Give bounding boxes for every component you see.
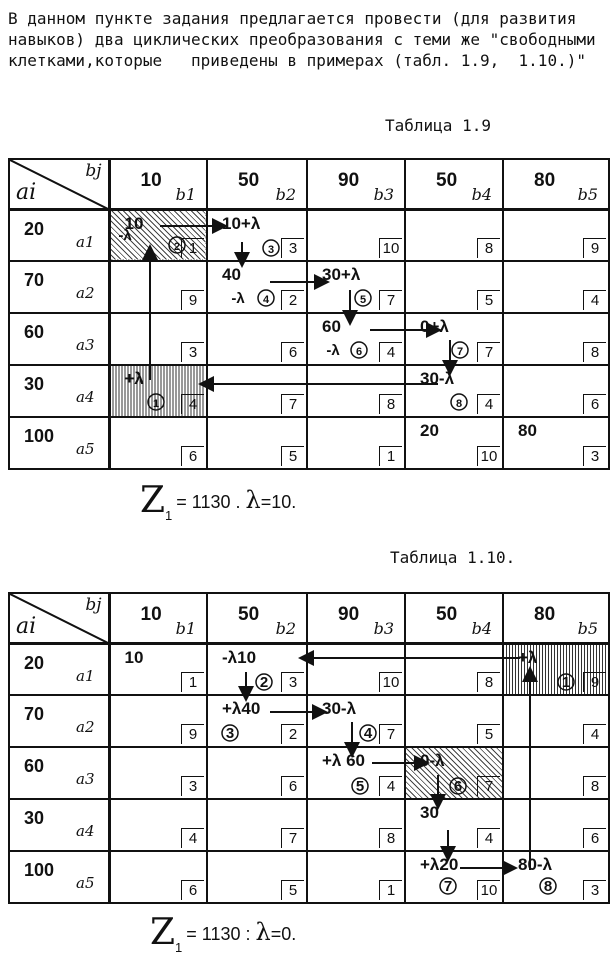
supply-header-a5 xyxy=(9,417,109,469)
unit-cost: 3 xyxy=(281,672,304,692)
unit-cost: 8 xyxy=(583,342,606,362)
supply-value: 100 xyxy=(24,860,55,880)
unit-cost: 7 xyxy=(281,394,304,414)
z-subscript: 1 xyxy=(175,940,183,955)
cost-cell xyxy=(405,261,503,313)
demand-value: 90 xyxy=(338,604,360,625)
unit-cost: 5 xyxy=(477,724,500,744)
cost-cell xyxy=(207,365,307,417)
unit-cost: 10 xyxy=(477,880,500,900)
cost-cell xyxy=(503,851,609,903)
table-row xyxy=(9,209,609,261)
shipment-value: 30-λ xyxy=(420,369,455,388)
demand-name: b4 xyxy=(471,184,492,204)
demand-header-b5 xyxy=(503,159,609,209)
unit-cost: 6 xyxy=(281,776,304,796)
shipment-value: 30+λ xyxy=(322,265,361,284)
supply-name: a4 xyxy=(76,822,95,840)
unit-cost: 4 xyxy=(583,724,606,744)
cost-cell xyxy=(307,851,405,903)
unit-cost: 1 xyxy=(181,672,204,692)
demand-name: b5 xyxy=(577,184,598,204)
table2-formula xyxy=(150,912,296,955)
unit-cost: 4 xyxy=(379,342,402,362)
table2-transport-table xyxy=(8,592,610,904)
cost-cell xyxy=(207,261,307,313)
table-row xyxy=(9,695,609,747)
unit-cost: 3 xyxy=(181,342,204,362)
demand-label: bj xyxy=(85,595,102,615)
lambda-value: =10. xyxy=(260,492,297,512)
demand-header-b4 xyxy=(405,593,503,643)
demand-name: b3 xyxy=(373,184,394,204)
step-number: 4 xyxy=(262,294,270,306)
cost-cell xyxy=(503,643,609,695)
step-number: 1 xyxy=(152,398,160,410)
unit-cost: 8 xyxy=(379,394,402,414)
supply-label: ai xyxy=(16,613,37,639)
unit-cost: 8 xyxy=(477,672,500,692)
cost-cell xyxy=(405,747,503,799)
supply-header-a3 xyxy=(9,313,109,365)
demand-header-b4 xyxy=(405,159,503,209)
cost-cell xyxy=(503,209,609,261)
supply-value: 70 xyxy=(24,270,45,290)
cost-cell xyxy=(405,209,503,261)
cost-cell xyxy=(109,313,207,365)
shipment-value: 60 xyxy=(322,317,341,336)
table1-caption: Таблица 1.9 xyxy=(385,116,491,135)
table1-formula xyxy=(140,480,296,523)
shipment-value: 20 xyxy=(420,421,439,440)
demand-header-b5 xyxy=(503,593,609,643)
supply-header-a1 xyxy=(9,209,109,261)
shipment-value: 80 xyxy=(518,421,537,440)
corner-cell xyxy=(9,593,109,643)
unit-cost: 7 xyxy=(379,724,402,744)
supply-name: a5 xyxy=(76,874,95,892)
cost-cell xyxy=(503,365,609,417)
supply-name: a3 xyxy=(76,336,95,354)
demand-value: 50 xyxy=(238,604,260,625)
table1-transport-table xyxy=(8,158,610,470)
supply-value: 100 xyxy=(24,426,55,446)
supply-header-a2 xyxy=(9,261,109,313)
cost-cell xyxy=(109,851,207,903)
shipment-value: 0-λ xyxy=(420,751,445,770)
cost-cell xyxy=(405,799,503,851)
unit-cost: 6 xyxy=(181,446,204,466)
step-number: 6 xyxy=(355,346,363,358)
unit-cost: 6 xyxy=(281,342,304,362)
supply-name: a3 xyxy=(76,770,95,788)
unit-cost: 4 xyxy=(379,776,402,796)
supply-header-a2 xyxy=(9,695,109,747)
supply-name: a1 xyxy=(76,666,95,685)
intro-paragraph: В данном пункте задания предлагается провести (для развития навыков) два циклических преобразования с теми же "свободными клетками,которые приведены в примерах (табл. 1.9, 1.10.)" xyxy=(8,9,606,70)
demand-name: b4 xyxy=(471,618,492,638)
unit-cost: 8 xyxy=(583,776,606,796)
cost-cell xyxy=(405,695,503,747)
cost-cell xyxy=(109,799,207,851)
cost-cell xyxy=(503,747,609,799)
cost-cell xyxy=(307,643,405,695)
header-row xyxy=(9,593,609,643)
table-row xyxy=(9,365,609,417)
cost-cell xyxy=(207,747,307,799)
cost-cell xyxy=(503,417,609,469)
step-number: 1 xyxy=(561,674,571,691)
cost-cell xyxy=(109,209,207,261)
demand-header-b1 xyxy=(109,593,207,643)
supply-value: 70 xyxy=(24,704,45,724)
z-symbol: Z xyxy=(140,480,166,521)
unit-cost: 4 xyxy=(477,394,500,414)
cost-cell xyxy=(503,799,609,851)
step-number: 3 xyxy=(225,725,235,742)
unit-cost: 7 xyxy=(477,776,500,796)
cost-cell xyxy=(109,417,207,469)
corner-cell xyxy=(9,159,109,209)
shipment-value: 30 xyxy=(420,803,439,822)
unit-cost: 3 xyxy=(181,776,204,796)
cost-cell xyxy=(307,747,405,799)
demand-header-b2 xyxy=(207,593,307,643)
unit-cost: 2 xyxy=(281,724,304,744)
cost-cell xyxy=(307,365,405,417)
shipment-value: +λ20 xyxy=(420,855,459,874)
shipment-value: 40 xyxy=(222,265,241,284)
lambda-value: =0. xyxy=(270,924,297,944)
unit-cost: 3 xyxy=(583,446,606,466)
step-number: 8 xyxy=(455,398,463,410)
demand-value: 10 xyxy=(140,604,162,625)
unit-cost: 6 xyxy=(583,828,606,848)
table2-caption: Таблица 1.10. xyxy=(390,548,516,567)
demand-value: 90 xyxy=(338,170,360,191)
cost-cell xyxy=(307,261,405,313)
step-number: 5 xyxy=(355,778,365,795)
unit-cost: 10 xyxy=(477,446,500,466)
demand-name: b5 xyxy=(577,618,598,638)
supply-header-a4 xyxy=(9,799,109,851)
table-row xyxy=(9,643,609,695)
table-row xyxy=(9,261,609,313)
delta-label: -λ xyxy=(326,342,340,359)
supply-value: 30 xyxy=(24,808,45,828)
demand-header-b3 xyxy=(307,593,405,643)
demand-value: 80 xyxy=(534,170,556,191)
supply-header-a5 xyxy=(9,851,109,903)
z-value: = 1130 : xyxy=(186,924,251,944)
step-number: 8 xyxy=(543,878,553,895)
supply-value: 60 xyxy=(24,756,45,776)
delta-label: -λ xyxy=(118,227,132,244)
step-number: 3 xyxy=(267,244,275,256)
demand-value: 10 xyxy=(140,170,162,191)
supply-value: 20 xyxy=(24,218,45,239)
cost-cell xyxy=(307,695,405,747)
supply-name: a4 xyxy=(76,388,95,406)
cost-cell xyxy=(307,313,405,365)
unit-cost: 5 xyxy=(281,880,304,900)
unit-cost: 4 xyxy=(477,828,500,848)
supply-name: a2 xyxy=(76,718,95,736)
unit-cost: 3 xyxy=(281,238,304,258)
supply-header-a4 xyxy=(9,365,109,417)
unit-cost: 1 xyxy=(379,880,402,900)
step-number: 7 xyxy=(443,878,453,895)
demand-value: 50 xyxy=(238,170,260,191)
cost-cell xyxy=(109,365,207,417)
table-row xyxy=(9,747,609,799)
step-number: 7 xyxy=(456,346,464,358)
unit-cost: 1 xyxy=(379,446,402,466)
cost-cell xyxy=(503,313,609,365)
unit-cost: 4 xyxy=(583,290,606,310)
unit-cost: 1 xyxy=(181,238,204,258)
table-row xyxy=(9,799,609,851)
supply-name: a1 xyxy=(76,232,95,251)
supply-value: 60 xyxy=(24,322,45,342)
supply-value: 30 xyxy=(24,374,45,394)
cost-cell xyxy=(307,209,405,261)
unit-cost: 6 xyxy=(583,394,606,414)
shipment-value: +λ xyxy=(124,369,144,388)
cost-cell xyxy=(405,417,503,469)
cost-cell xyxy=(109,747,207,799)
shipment-value: +λ xyxy=(518,647,538,667)
unit-cost: 8 xyxy=(477,238,500,258)
unit-cost: 7 xyxy=(477,342,500,362)
unit-cost: 9 xyxy=(181,724,204,744)
shipment-value: 30-λ xyxy=(322,699,357,718)
demand-name: b2 xyxy=(275,618,296,638)
unit-cost: 9 xyxy=(583,672,606,692)
shipment-value: -λ10 xyxy=(222,647,257,667)
unit-cost: 5 xyxy=(281,446,304,466)
step-number: 4 xyxy=(363,725,373,742)
table-row xyxy=(9,313,609,365)
unit-cost: 4 xyxy=(181,394,204,414)
lambda-symbol: λ xyxy=(255,918,271,946)
shipment-value: +λ40 xyxy=(222,699,261,718)
cost-cell xyxy=(405,365,503,417)
cost-cell xyxy=(207,695,307,747)
unit-cost: 2 xyxy=(281,290,304,310)
shipment-value: 80-λ xyxy=(518,855,553,874)
step-number: 2 xyxy=(259,674,269,691)
unit-cost: 8 xyxy=(379,828,402,848)
cost-cell xyxy=(405,643,503,695)
supply-header-a1 xyxy=(9,643,109,695)
demand-label: bj xyxy=(85,161,102,181)
supply-label: ai xyxy=(16,179,37,205)
unit-cost: 7 xyxy=(281,828,304,848)
cost-cell xyxy=(503,695,609,747)
supply-name: a5 xyxy=(76,440,95,458)
cost-cell xyxy=(405,851,503,903)
table-row xyxy=(9,851,609,903)
shipment-value: 10 xyxy=(124,647,144,667)
table-row xyxy=(9,417,609,469)
unit-cost: 5 xyxy=(477,290,500,310)
cost-cell xyxy=(503,261,609,313)
unit-cost: 7 xyxy=(379,290,402,310)
step-number: 6 xyxy=(453,778,463,795)
shipment-value: 10+λ xyxy=(222,213,261,233)
demand-value: 80 xyxy=(534,604,556,625)
step-number: 2 xyxy=(173,241,181,253)
demand-header-b2 xyxy=(207,159,307,209)
z-value: = 1130 . xyxy=(176,492,241,512)
cost-cell xyxy=(207,209,307,261)
unit-cost: 10 xyxy=(379,672,402,692)
cost-cell xyxy=(207,851,307,903)
demand-name: b2 xyxy=(275,184,296,204)
unit-cost: 9 xyxy=(583,238,606,258)
demand-value: 50 xyxy=(436,604,458,625)
cost-cell xyxy=(109,643,207,695)
demand-value: 50 xyxy=(436,170,458,191)
delta-label: -λ xyxy=(231,290,245,307)
header-row xyxy=(9,159,609,209)
unit-cost: 10 xyxy=(379,238,402,258)
lambda-symbol: λ xyxy=(245,486,261,514)
unit-cost: 6 xyxy=(181,880,204,900)
unit-cost: 9 xyxy=(181,290,204,310)
z-subscript: 1 xyxy=(165,508,173,523)
demand-header-b3 xyxy=(307,159,405,209)
demand-name: b1 xyxy=(175,618,196,638)
demand-header-b1 xyxy=(109,159,207,209)
z-symbol: Z xyxy=(150,912,176,953)
demand-name: b1 xyxy=(175,184,196,204)
demand-name: b3 xyxy=(373,618,394,638)
cost-cell xyxy=(207,417,307,469)
shipment-value: +λ 60 xyxy=(322,751,366,770)
cost-cell xyxy=(207,643,307,695)
cost-cell xyxy=(307,799,405,851)
step-number: 5 xyxy=(359,294,367,306)
supply-header-a3 xyxy=(9,747,109,799)
cost-cell xyxy=(109,261,207,313)
cost-cell xyxy=(307,417,405,469)
cost-cell xyxy=(207,313,307,365)
unit-cost: 3 xyxy=(583,880,606,900)
shipment-value: 0+λ xyxy=(420,317,449,336)
supply-name: a2 xyxy=(76,284,95,302)
cost-cell xyxy=(109,695,207,747)
unit-cost: 4 xyxy=(181,828,204,848)
cost-cell xyxy=(405,313,503,365)
supply-value: 20 xyxy=(24,652,45,673)
shipment-value: 10 xyxy=(124,213,144,233)
cost-cell xyxy=(207,799,307,851)
